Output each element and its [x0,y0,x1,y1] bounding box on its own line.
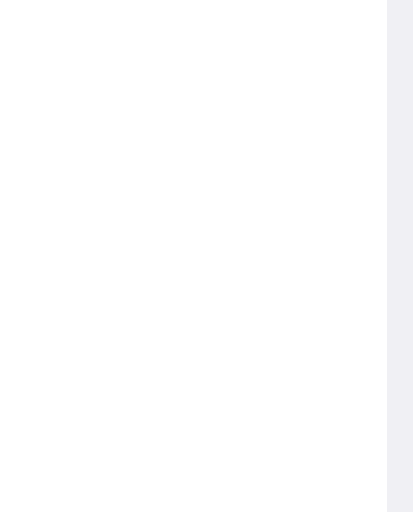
scrollbar-track[interactable] [387,0,413,512]
